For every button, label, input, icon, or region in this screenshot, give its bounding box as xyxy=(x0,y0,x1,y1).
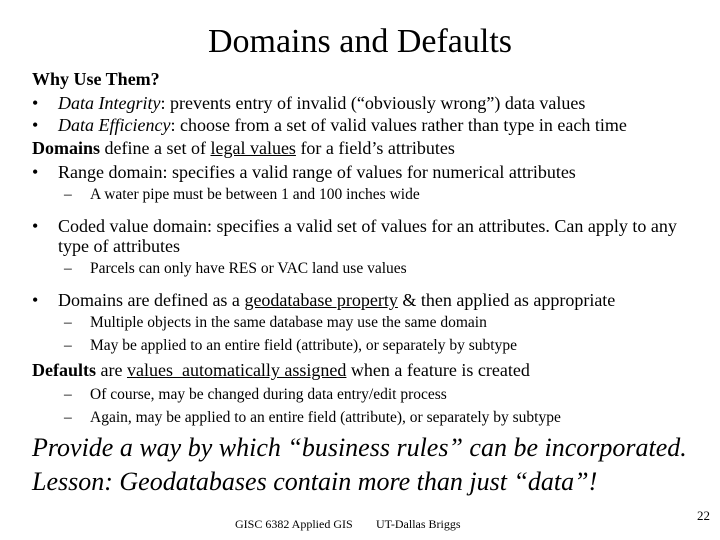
dash-icon: – xyxy=(64,260,72,277)
coded-example-text: Parcels can only have RES or VAC land use values xyxy=(90,260,407,277)
defaults-end: when a feature is created xyxy=(346,360,530,380)
defaults-sub-2-text: Again, may be applied to an entire field (attribute), or separately by subtype xyxy=(90,409,561,426)
bullet-icon: • xyxy=(32,115,39,135)
domains-defined-item xyxy=(32,290,702,310)
defined-sub-2 xyxy=(32,336,702,356)
why-item-integrity xyxy=(32,93,702,113)
page-number: 22 xyxy=(697,508,710,523)
why-heading xyxy=(32,68,702,91)
range-example-text: A water pipe must be between 1 and 100 inches wide xyxy=(90,186,420,203)
slide-body xyxy=(32,68,702,499)
efficiency-term: Data Efficiency xyxy=(58,115,171,135)
dash-icon: – xyxy=(64,386,72,403)
closing-line-2: Lesson: Geodatabases contain more than just “data”! xyxy=(32,467,598,496)
domains-bold: Domains xyxy=(32,138,101,158)
slide-title: Domains and Defaults xyxy=(207,23,513,60)
defined-sub-1-text: Multiple objects in the same database may use the same domain xyxy=(90,314,487,331)
defined-underlined: geodatabase property xyxy=(244,290,398,310)
defaults-underlined: values automatically assigned xyxy=(126,360,347,380)
bullet-icon: • xyxy=(32,93,39,113)
why-heading-text: Why Use Them? xyxy=(32,69,160,89)
domains-definition xyxy=(32,137,702,160)
integrity-term: Data Integrity xyxy=(58,93,161,113)
defaults-sub-2 xyxy=(32,408,702,428)
dash-icon: – xyxy=(64,314,72,331)
domains-mid: define a set of xyxy=(100,138,211,158)
closing-line-1: Provide a way by which “business rules” can be incorporated. xyxy=(32,433,687,462)
range-domain-example xyxy=(32,185,702,205)
defined-sub-1 xyxy=(32,313,702,333)
efficiency-text: : choose from a set of valid values rather than type in each time xyxy=(170,115,627,135)
domains-end: for a field’s attributes xyxy=(295,138,455,158)
defaults-definition xyxy=(32,359,702,382)
footer-course: GISC 6382 Applied GIS xyxy=(235,517,353,531)
defined-sub-2-text: May be applied to an entire field (attribute), or separately by subtype xyxy=(90,337,517,354)
coded-domain-example xyxy=(32,259,702,279)
dash-icon: – xyxy=(64,409,72,426)
domains-underlined: legal values xyxy=(210,138,296,158)
coded-domain-text: Coded value domain: specifies a valid set of values for an attributes. Can apply to any type of attributes xyxy=(58,216,677,256)
defined-pre: Domains are defined as a xyxy=(58,290,245,310)
integrity-text: : prevents entry of invalid (“obviously wrong”) data values xyxy=(160,93,586,113)
footer-author: UT-Dallas Briggs xyxy=(376,517,461,531)
dash-icon: – xyxy=(64,337,72,354)
defaults-sub-1-text: Of course, may be changed during data entry/edit process xyxy=(90,386,447,403)
bullet-icon: • xyxy=(32,290,39,310)
defaults-bold: Defaults xyxy=(32,360,96,380)
range-domain-text: Range domain: specifies a valid range of values for numerical attributes xyxy=(58,162,576,182)
defined-post: & then applied as appropriate xyxy=(397,290,616,310)
defaults-sub-1 xyxy=(32,385,702,405)
range-domain-item xyxy=(32,162,702,182)
dash-icon: – xyxy=(64,186,72,203)
defaults-mid: are xyxy=(96,360,127,380)
coded-domain-item xyxy=(32,216,702,256)
bullet-icon: • xyxy=(32,162,39,182)
bullet-icon: • xyxy=(32,216,39,236)
why-item-efficiency xyxy=(32,115,702,135)
